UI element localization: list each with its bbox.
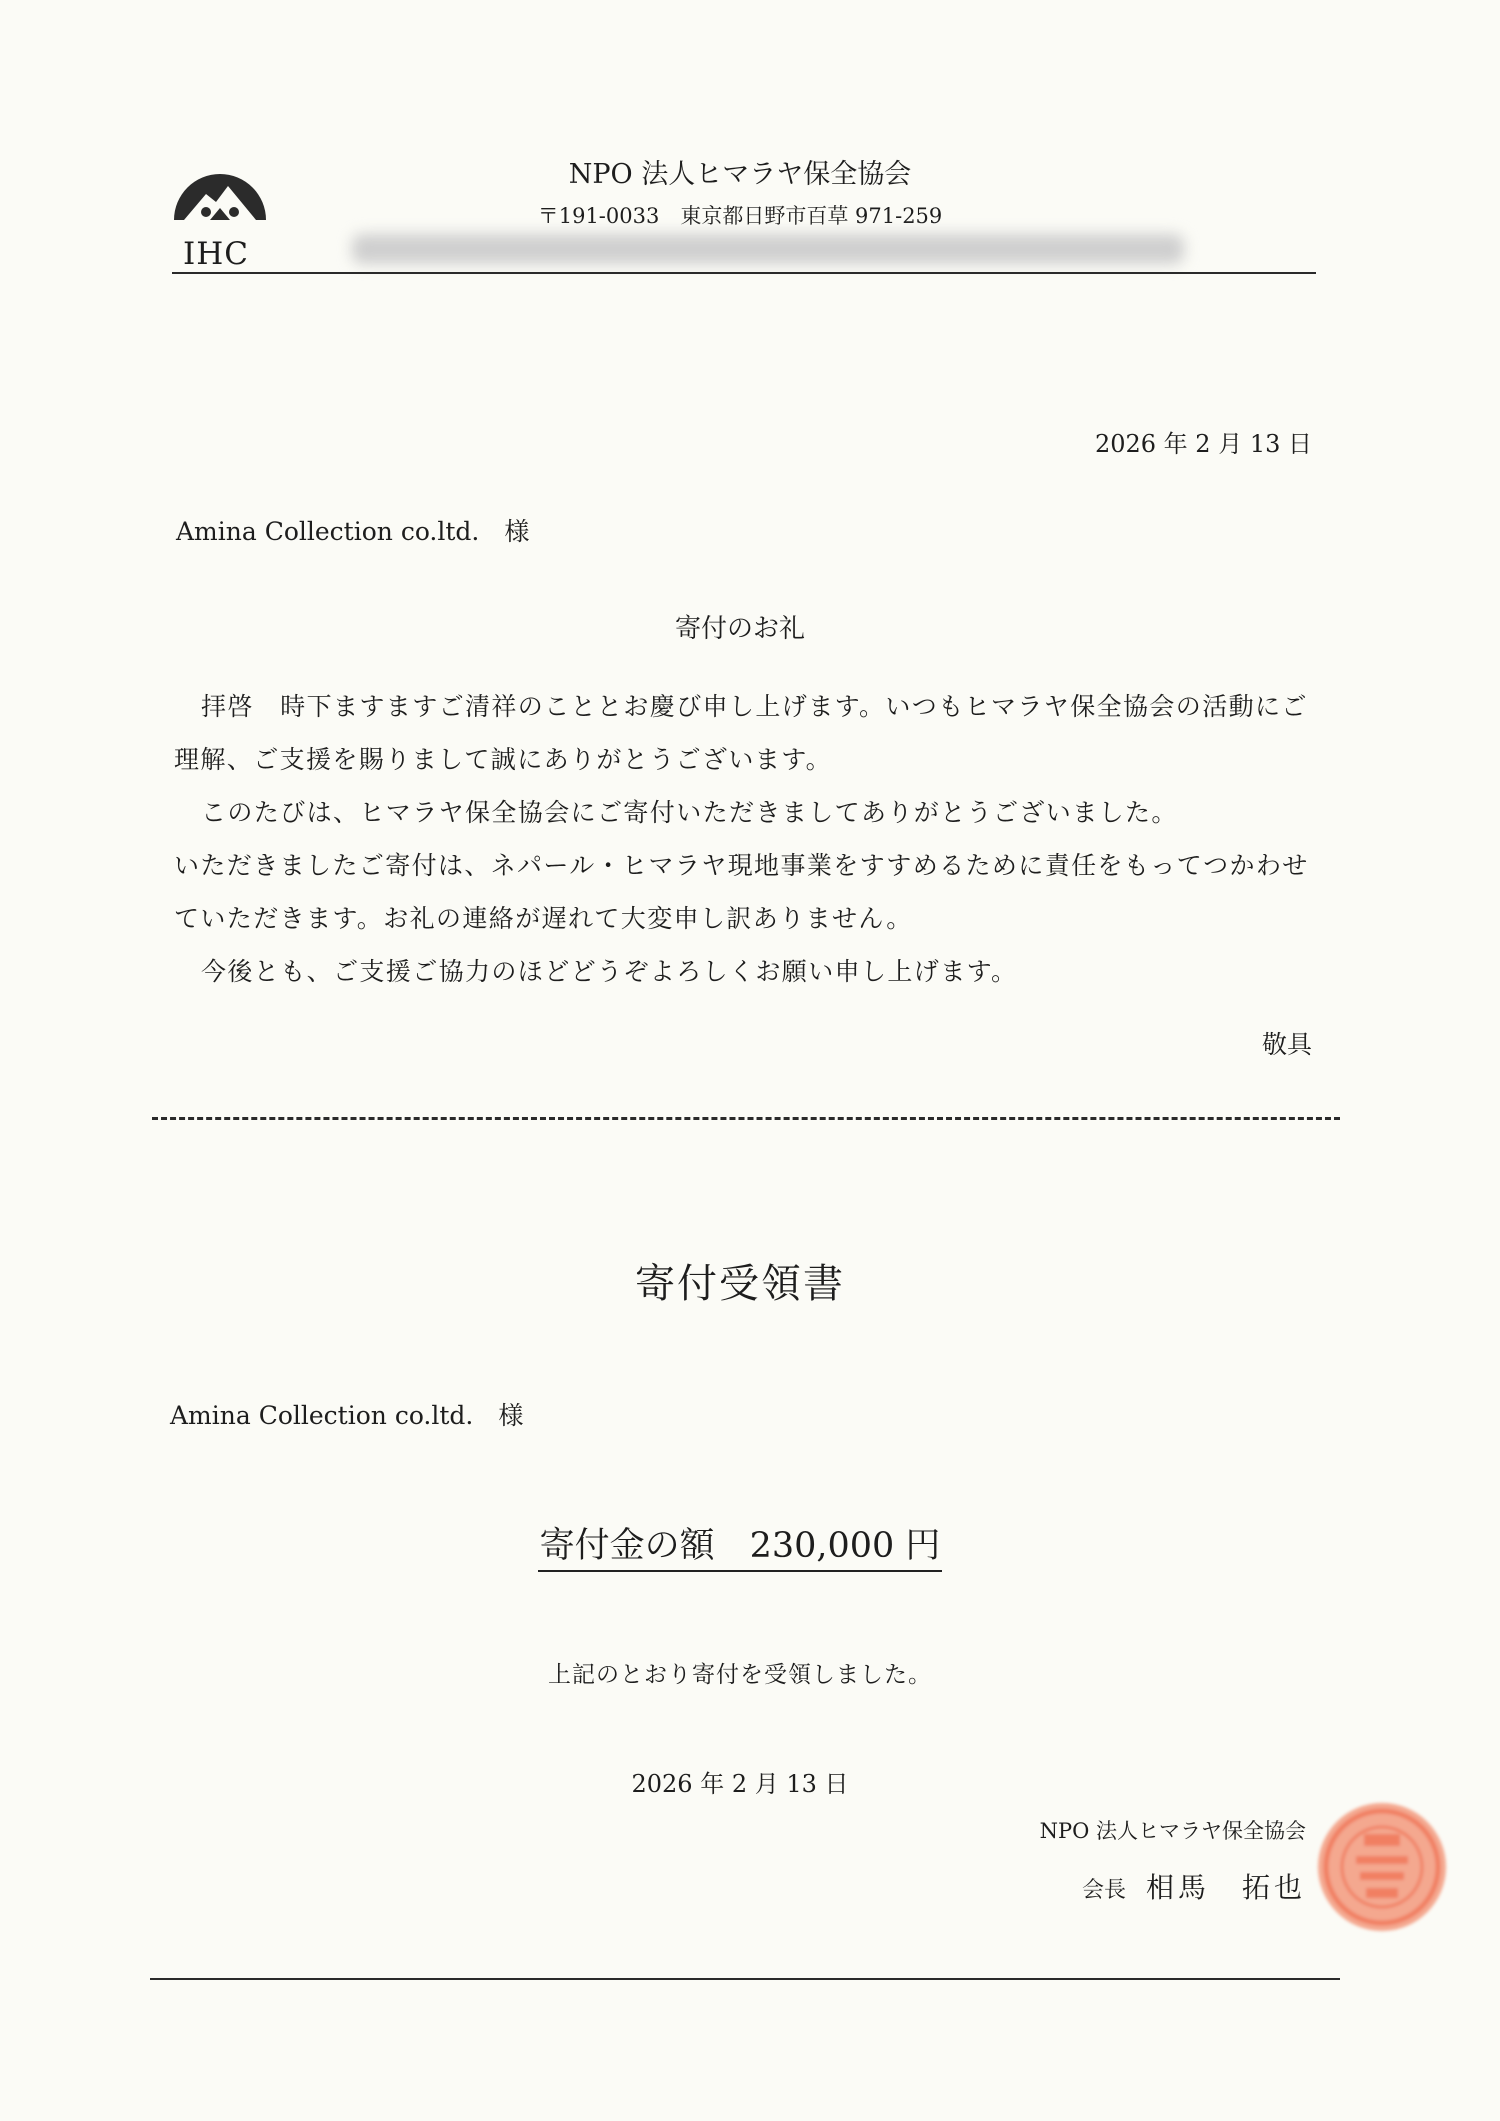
letter-paragraph: このたびは、ヒマラヤ保全協会にご寄付いただきましてありがとうございました。	[201, 798, 1178, 827]
header-org-name: NPO 法人ヒマラヤ保全協会	[568, 159, 912, 190]
receipt-title: 寄付受領書	[635, 1261, 845, 1307]
header-address: 〒191-0033 東京都日野市百草 971-259	[537, 204, 943, 228]
receipt-date: 2026 年 2 月 13 日	[631, 1770, 849, 1798]
letter-closing: 敬具	[1261, 1030, 1312, 1059]
letter-date: 2026 年 2 月 13 日	[1094, 430, 1312, 458]
letter-body	[174, 680, 1314, 998]
signer-name: 相馬 拓也	[1145, 1871, 1306, 1904]
redacted-contact-info	[352, 234, 1184, 264]
signature-line	[1082, 1866, 1306, 1906]
donation-amount-text: 寄付金の額 230,000 円	[538, 1526, 943, 1572]
logo-text: IHC	[183, 236, 249, 272]
signature-org-name: NPO 法人ヒマラヤ保全協会	[1039, 1819, 1306, 1843]
signer-title: 会長	[1081, 1878, 1126, 1903]
letter-paragraph: 今後とも、ご支援ご協力のほどどうぞよろしくお願い申し上げます。	[201, 957, 1018, 986]
cut-line	[152, 1117, 1340, 1120]
letter-title: 寄付のお礼	[674, 614, 805, 644]
official-seal-icon	[1312, 1798, 1452, 1936]
footer-divider	[150, 1978, 1340, 1980]
receipt-recipient: Amina Collection co.ltd. 様	[170, 1401, 524, 1430]
header-divider	[172, 272, 1316, 274]
receipt-statement: 上記のとおり寄付を受領しました。	[548, 1662, 932, 1688]
letter-recipient: Amina Collection co.ltd. 様	[176, 517, 530, 546]
donation-amount	[0, 1518, 1480, 1568]
letter-paragraph: 拝啓 時下ますますご清祥のこととお慶び申し上げます。いつもヒマラヤ保全協会の活動にご理解、ご支援を賜りまして誠にありがとうございます。	[174, 692, 1308, 774]
letter-paragraph: いただきましたご寄付は、ネパール・ヒマラヤ現地事業をすすめるために責任をもってつかわせていただきます。お礼の連絡が遅れて大変申し訳ありません。	[174, 851, 1309, 933]
